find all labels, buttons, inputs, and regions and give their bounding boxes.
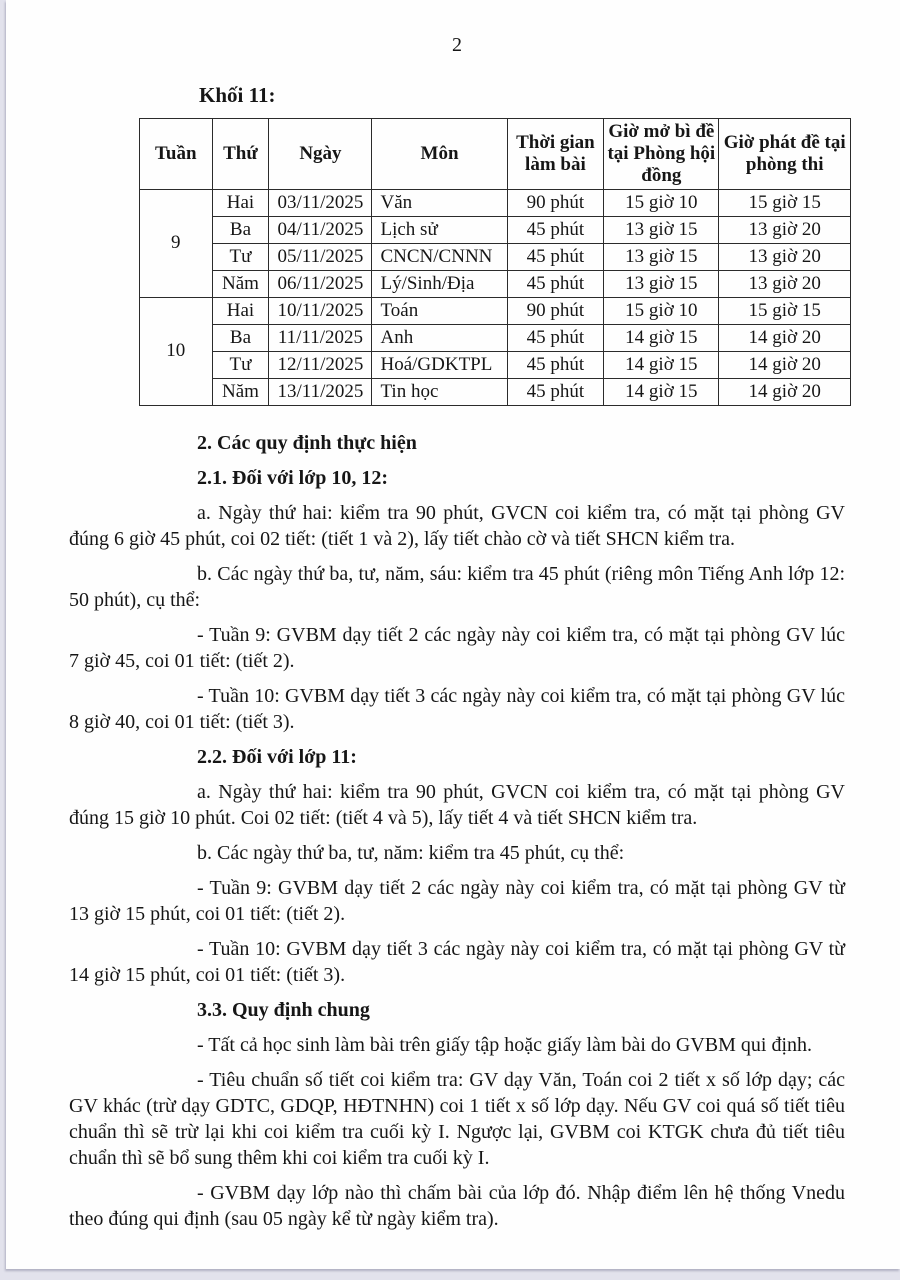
table-cell: 13 giờ 15 xyxy=(604,216,719,243)
paragraph: - Tiêu chuẩn số tiết coi kiểm tra: GV dạy Văn, Toán coi 2 tiết x số lớp dạy; các GV khác (trừ dạy GDTC, GDQP, HĐTNHN) coi 1 tiết x số lớp dạy. Nếu GV coi quá số tiết tiêu chuẩn thì sẽ trừ lại khi coi kiểm tra cuối kỳ I. Ngược lại, GVBM coi KTGK chưa đủ tiết tiêu chuẩn thì sẽ bổ sung thêm khi coi kiểm tra cuối kỳ I. xyxy=(69,1068,845,1169)
table-cell: Tư xyxy=(212,351,269,378)
table-cell: 14 giờ 15 xyxy=(604,324,719,351)
table-cell: 03/11/2025 xyxy=(269,189,372,216)
header-cell-subject: Môn xyxy=(372,119,507,190)
table-cell: Ba xyxy=(212,216,269,243)
paragraph: - Tuần 10: GVBM dạy tiết 3 các ngày này coi kiểm tra, có mặt tại phòng GV từ 14 giờ 15 phút, coi 01 tiết: (tiết 3). xyxy=(69,937,845,986)
table-cell: Hoá/GDKTPL xyxy=(372,351,507,378)
paragraph: - GVBM dạy lớp nào thì chấm bài của lớp đó. Nhập điểm lên hệ thống Vnedu theo đúng qui định (sau 05 ngày kể từ ngày kiểm tra). xyxy=(69,1181,845,1230)
section-heading: 2. Các quy định thực hiện xyxy=(197,431,417,454)
table-cell: 45 phút xyxy=(507,216,604,243)
table-cell: 10/11/2025 xyxy=(269,297,372,324)
table-cell: Năm xyxy=(212,378,269,405)
paragraph: a. Ngày thứ hai: kiểm tra 90 phút, GVCN coi kiểm tra, có mặt tại phòng GV đúng 15 giờ 10 phút. Coi 02 tiết: (tiết 4 và 5), lấy tiết 4 và tiết SHCN kiểm tra. xyxy=(69,780,845,829)
section-heading: 3.3. Quy định chung xyxy=(197,998,370,1021)
table-row xyxy=(140,324,851,351)
table-header xyxy=(140,119,851,190)
table-cell: Hai xyxy=(212,297,269,324)
table-row xyxy=(140,189,851,216)
sections xyxy=(69,430,845,1232)
table-cell: 14 giờ 20 xyxy=(719,351,851,378)
header-cell-open: Giờ mở bì đề tại Phòng hội đồng xyxy=(604,119,719,190)
table-cell: Tin học xyxy=(372,378,507,405)
header-cell-day: Thứ xyxy=(212,119,269,190)
table-cell: 14 giờ 20 xyxy=(719,378,851,405)
paragraph: a. Ngày thứ hai: kiểm tra 90 phút, GVCN coi kiểm tra, có mặt tại phòng GV đúng 6 giờ 45 phút, coi 02 tiết: (tiết 1 và 2), lấy tiết chào cờ và tiết SHCN kiểm tra. xyxy=(69,501,845,550)
table-cell: 13 giờ 15 xyxy=(604,270,719,297)
paragraph: - Tuần 9: GVBM dạy tiết 2 các ngày này coi kiểm tra, có mặt tại phòng GV từ 13 giờ 15 phút, coi 01 tiết: (tiết 2). xyxy=(69,876,845,925)
table-cell: 06/11/2025 xyxy=(269,270,372,297)
table-cell: 45 phút xyxy=(507,270,604,297)
table-cell: 15 giờ 15 xyxy=(719,297,851,324)
table-cell: 13 giờ 20 xyxy=(719,243,851,270)
table-cell: 45 phút xyxy=(507,243,604,270)
table-cell: 05/11/2025 xyxy=(269,243,372,270)
table-cell: Lịch sử xyxy=(372,216,507,243)
table-row xyxy=(140,243,851,270)
table-cell: 45 phút xyxy=(507,324,604,351)
table-cell: 13/11/2025 xyxy=(269,378,372,405)
table-cell: 13 giờ 15 xyxy=(604,243,719,270)
table-cell: Toán xyxy=(372,297,507,324)
table-cell: Văn xyxy=(372,189,507,216)
table-cell: CNCN/CNNN xyxy=(372,243,507,270)
document-page xyxy=(6,0,900,1269)
week-cell: 9 xyxy=(140,189,213,297)
table-cell: 15 giờ 10 xyxy=(604,189,719,216)
paragraph: - Tất cả học sinh làm bài trên giấy tập hoặc giấy làm bài do GVBM qui định. xyxy=(197,1033,813,1056)
table-cell: 13 giờ 20 xyxy=(719,216,851,243)
table-cell: 90 phút xyxy=(507,297,604,324)
table-cell: 14 giờ 15 xyxy=(604,351,719,378)
table-cell: Hai xyxy=(212,189,269,216)
header-cell-week: Tuần xyxy=(140,119,213,190)
table-cell: 13 giờ 20 xyxy=(719,270,851,297)
table-cell: 12/11/2025 xyxy=(269,351,372,378)
paragraph: b. Các ngày thứ ba, tư, năm: kiểm tra 45 phút, cụ thể: xyxy=(197,841,625,864)
table-cell: Tư xyxy=(212,243,269,270)
paragraph: - Tuần 9: GVBM dạy tiết 2 các ngày này coi kiểm tra, có mặt tại phòng GV lúc 7 giờ 45, coi 01 tiết: (tiết 2). xyxy=(69,623,845,672)
table-cell: Anh xyxy=(372,324,507,351)
table-cell: 14 giờ 15 xyxy=(604,378,719,405)
table-cell: Ba xyxy=(212,324,269,351)
page-number: 2 xyxy=(452,34,462,56)
table-cell: 45 phút xyxy=(507,378,604,405)
week-cell: 10 xyxy=(140,297,213,405)
table-cell: 14 giờ 20 xyxy=(719,324,851,351)
paragraph: - Tuần 10: GVBM dạy tiết 3 các ngày này coi kiểm tra, có mặt tại phòng GV lúc 8 giờ 40, coi 01 tiết: (tiết 3). xyxy=(69,684,845,733)
table-cell: Năm xyxy=(212,270,269,297)
table-cell: 90 phút xyxy=(507,189,604,216)
table-row xyxy=(140,297,851,324)
exam-schedule-table xyxy=(139,118,851,406)
table-row xyxy=(140,351,851,378)
header-cell-date: Ngày xyxy=(269,119,372,190)
table-cell: 15 giờ 15 xyxy=(719,189,851,216)
table-cell: 15 giờ 10 xyxy=(604,297,719,324)
table-cell: 45 phút xyxy=(507,351,604,378)
section-heading: 2.1. Đối với lớp 10, 12: xyxy=(197,466,389,489)
table-row xyxy=(140,270,851,297)
table-header-row xyxy=(140,119,851,190)
table-row xyxy=(140,216,851,243)
table-cell: 11/11/2025 xyxy=(269,324,372,351)
table-cell: Lý/Sinh/Địa xyxy=(372,270,507,297)
section-heading: 2.2. Đối với lớp 11: xyxy=(197,745,357,768)
grade-heading: Khối 11: xyxy=(199,83,276,107)
table-body xyxy=(140,189,851,405)
header-cell-handout: Giờ phát đề tại phòng thi xyxy=(719,119,851,190)
table-row xyxy=(140,378,851,405)
paragraph: b. Các ngày thứ ba, tư, năm, sáu: kiểm tra 45 phút (riêng môn Tiếng Anh lớp 12: 50 phút), cụ thể: xyxy=(69,562,845,611)
table-cell: 04/11/2025 xyxy=(269,216,372,243)
header-cell-duration: Thời gian làm bài xyxy=(507,119,604,190)
